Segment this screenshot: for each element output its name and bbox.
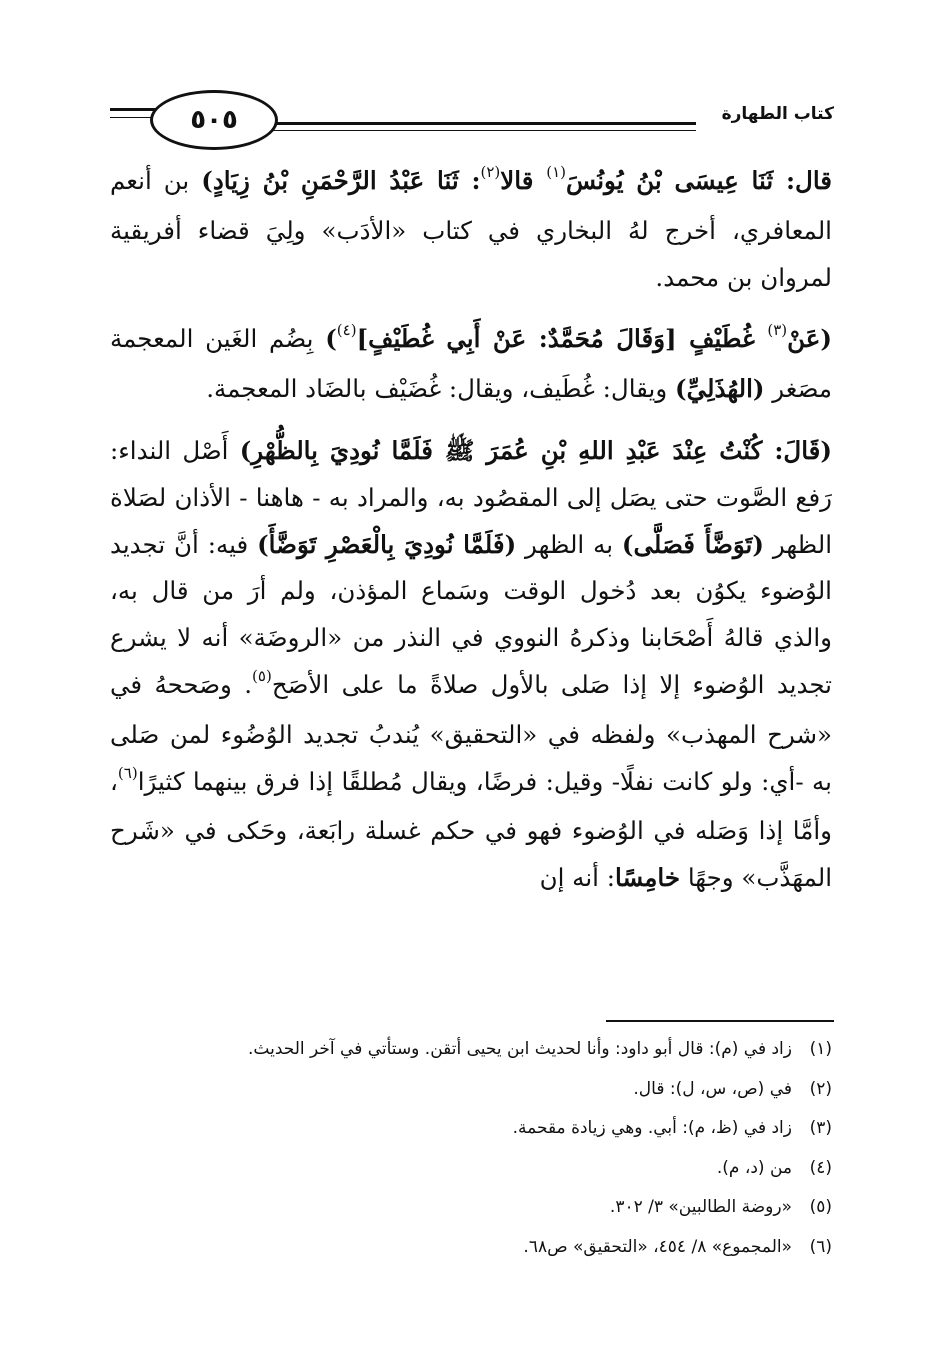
paragraph-1 [110,158,832,301]
paragraph-2 [110,316,832,413]
hadith-text: (عَنْ [787,324,832,354]
footnote-text: زاد في (م): قال أبو داود: وأنا لحديث ابن يحيى أتقن. وستأتي في آخر الحديث. [247,1039,792,1059]
footnote-4 [110,1149,832,1189]
footnotes [110,1030,832,1267]
footnote-number: (٢) [809,1078,832,1099]
footnote-number: (٣) [809,1118,832,1138]
hadith-text: قال: ثَنَا عِيسَى بْنُ يُونُسَ [565,166,833,195]
hadith-text: : ثَنَا عَبْدُ الرَّحْمَنِ بْنُ زِيَادٍ) [201,166,481,195]
footnote-text: «روضة الطالبين» ٣/ ٣٠٢. [609,1197,792,1217]
header-rule-right-thin [260,130,696,131]
footnote-ref-4: (٤) [336,321,357,340]
footnote-number: (٤) [809,1157,832,1178]
hadith-text: قالا [500,166,547,195]
footnote-separator [606,1020,834,1022]
footnote-5 [110,1188,832,1228]
commentary-text: . وصَححهُ في «شرح المهذب» ولفظه في «التحقيق» يُندبُ تجديد الوُضُوء لمن صَلى به -أي: ولو كانت نفلًا- وقيل: فرضًا، ويقال مُطلقًا إذا فرق بينهما كثيرًا [110,669,832,796]
footnote-text: من (د، م). [716,1157,792,1178]
page-header [110,84,834,156]
commentary-text: ويقال: غُطَيف، ويقال: غُضَيْف بالضَاد المعجمة. [206,374,675,404]
page-number: ٥٠٥ [190,105,238,135]
commentary-text: به الظهر [516,529,622,559]
commentary-text: بن أنعم المعافري، أخرج لهُ البخاري في كتاب «الأدَب» ولِيَ قضاء أفريقية لمروان بن محمد. [110,166,832,292]
footnote-2 [110,1070,832,1110]
footnote-6 [110,1228,832,1268]
hadith-text: ) [325,324,337,354]
header-rule-right [260,122,696,125]
page-number-oval [150,90,278,150]
footnote-ref-5: (٥) [252,666,272,685]
hadith-text: (فَلَمَّا نُودِيَ بِالْعَصْرِ تَوَضَّأَ) [257,529,517,559]
hadith-text: (تَوَضَّأَ فَصَلَّى) [621,529,764,559]
footnote-text: في (ص، س، ل): قال. [633,1078,792,1099]
footnote-ref-3: (٣) [767,321,788,340]
body-text [110,158,832,902]
hadith-text: (الهُذَلِيِّ) [675,374,765,404]
footnote-number: (١) [809,1039,832,1059]
commentary-text: : أنه إن [539,863,615,893]
footnote-number: (٦) [809,1236,832,1257]
hadith-text: (قَالَ: كُنْتُ عِنْدَ عَبْدِ اللهِ بْنِ عُمَرَ ﷺ فَلَمَّا نُودِيَ بِالظُّهْرِ) [239,435,832,465]
commentary-text: ، وأمَّا إذا وَصَله في الوُضوء فهو في حكم غسلة رابَعة، وحَكى في «شَرح المهَذَّب» وجهًا [110,766,832,893]
footnote-text: «المجموع» ٨/ ٤٥٤، «التحقيق» ص٦٨. [523,1236,792,1257]
commentary-text: أَصْل النداء: رَفع الصَّوت حتى يصَل إلى المقصُود به، والمراد به - هاهنا - الأذان لصَلاة الظهر [110,435,832,559]
footnote-ref-1: (١) [546,163,566,181]
commentary-text: بِضُم الغَين المعجمة مصَغر [110,324,832,404]
footnote-3 [110,1109,832,1149]
emphasis-text: خامِسًا [614,863,681,893]
hadith-text: غُطَيْفٍ [وَقَالَ مُحَمَّدٌ: عَنْ أَبِي غُطَيْفٍ] [356,324,768,354]
footnote-text: زاد في (ظ، م): أبي. وهي زيادة مقحمة. [512,1118,792,1138]
footnote-ref-6: (٦) [117,763,138,782]
running-title: كتاب الطهارة [721,104,834,124]
commentary-text: فيه: أنَّ تجديد الوُضوء يكوُن بعد دُخول الوقت وسَماع المؤذن، ولم أرَ من قال به، والذي قالهُ أَصْحَابنا وذكرهُ النووي في النذر من «الروضَة» أنه لا يشرع تجديد الوُضوء إلا إذا صَلى بالأول صلاةً ما على الأصَح [110,529,832,699]
paragraph-3 [110,428,832,902]
footnote-number: (٥) [809,1197,832,1217]
footnote-ref-2: (٢) [480,163,501,181]
footnote-1 [110,1030,832,1070]
